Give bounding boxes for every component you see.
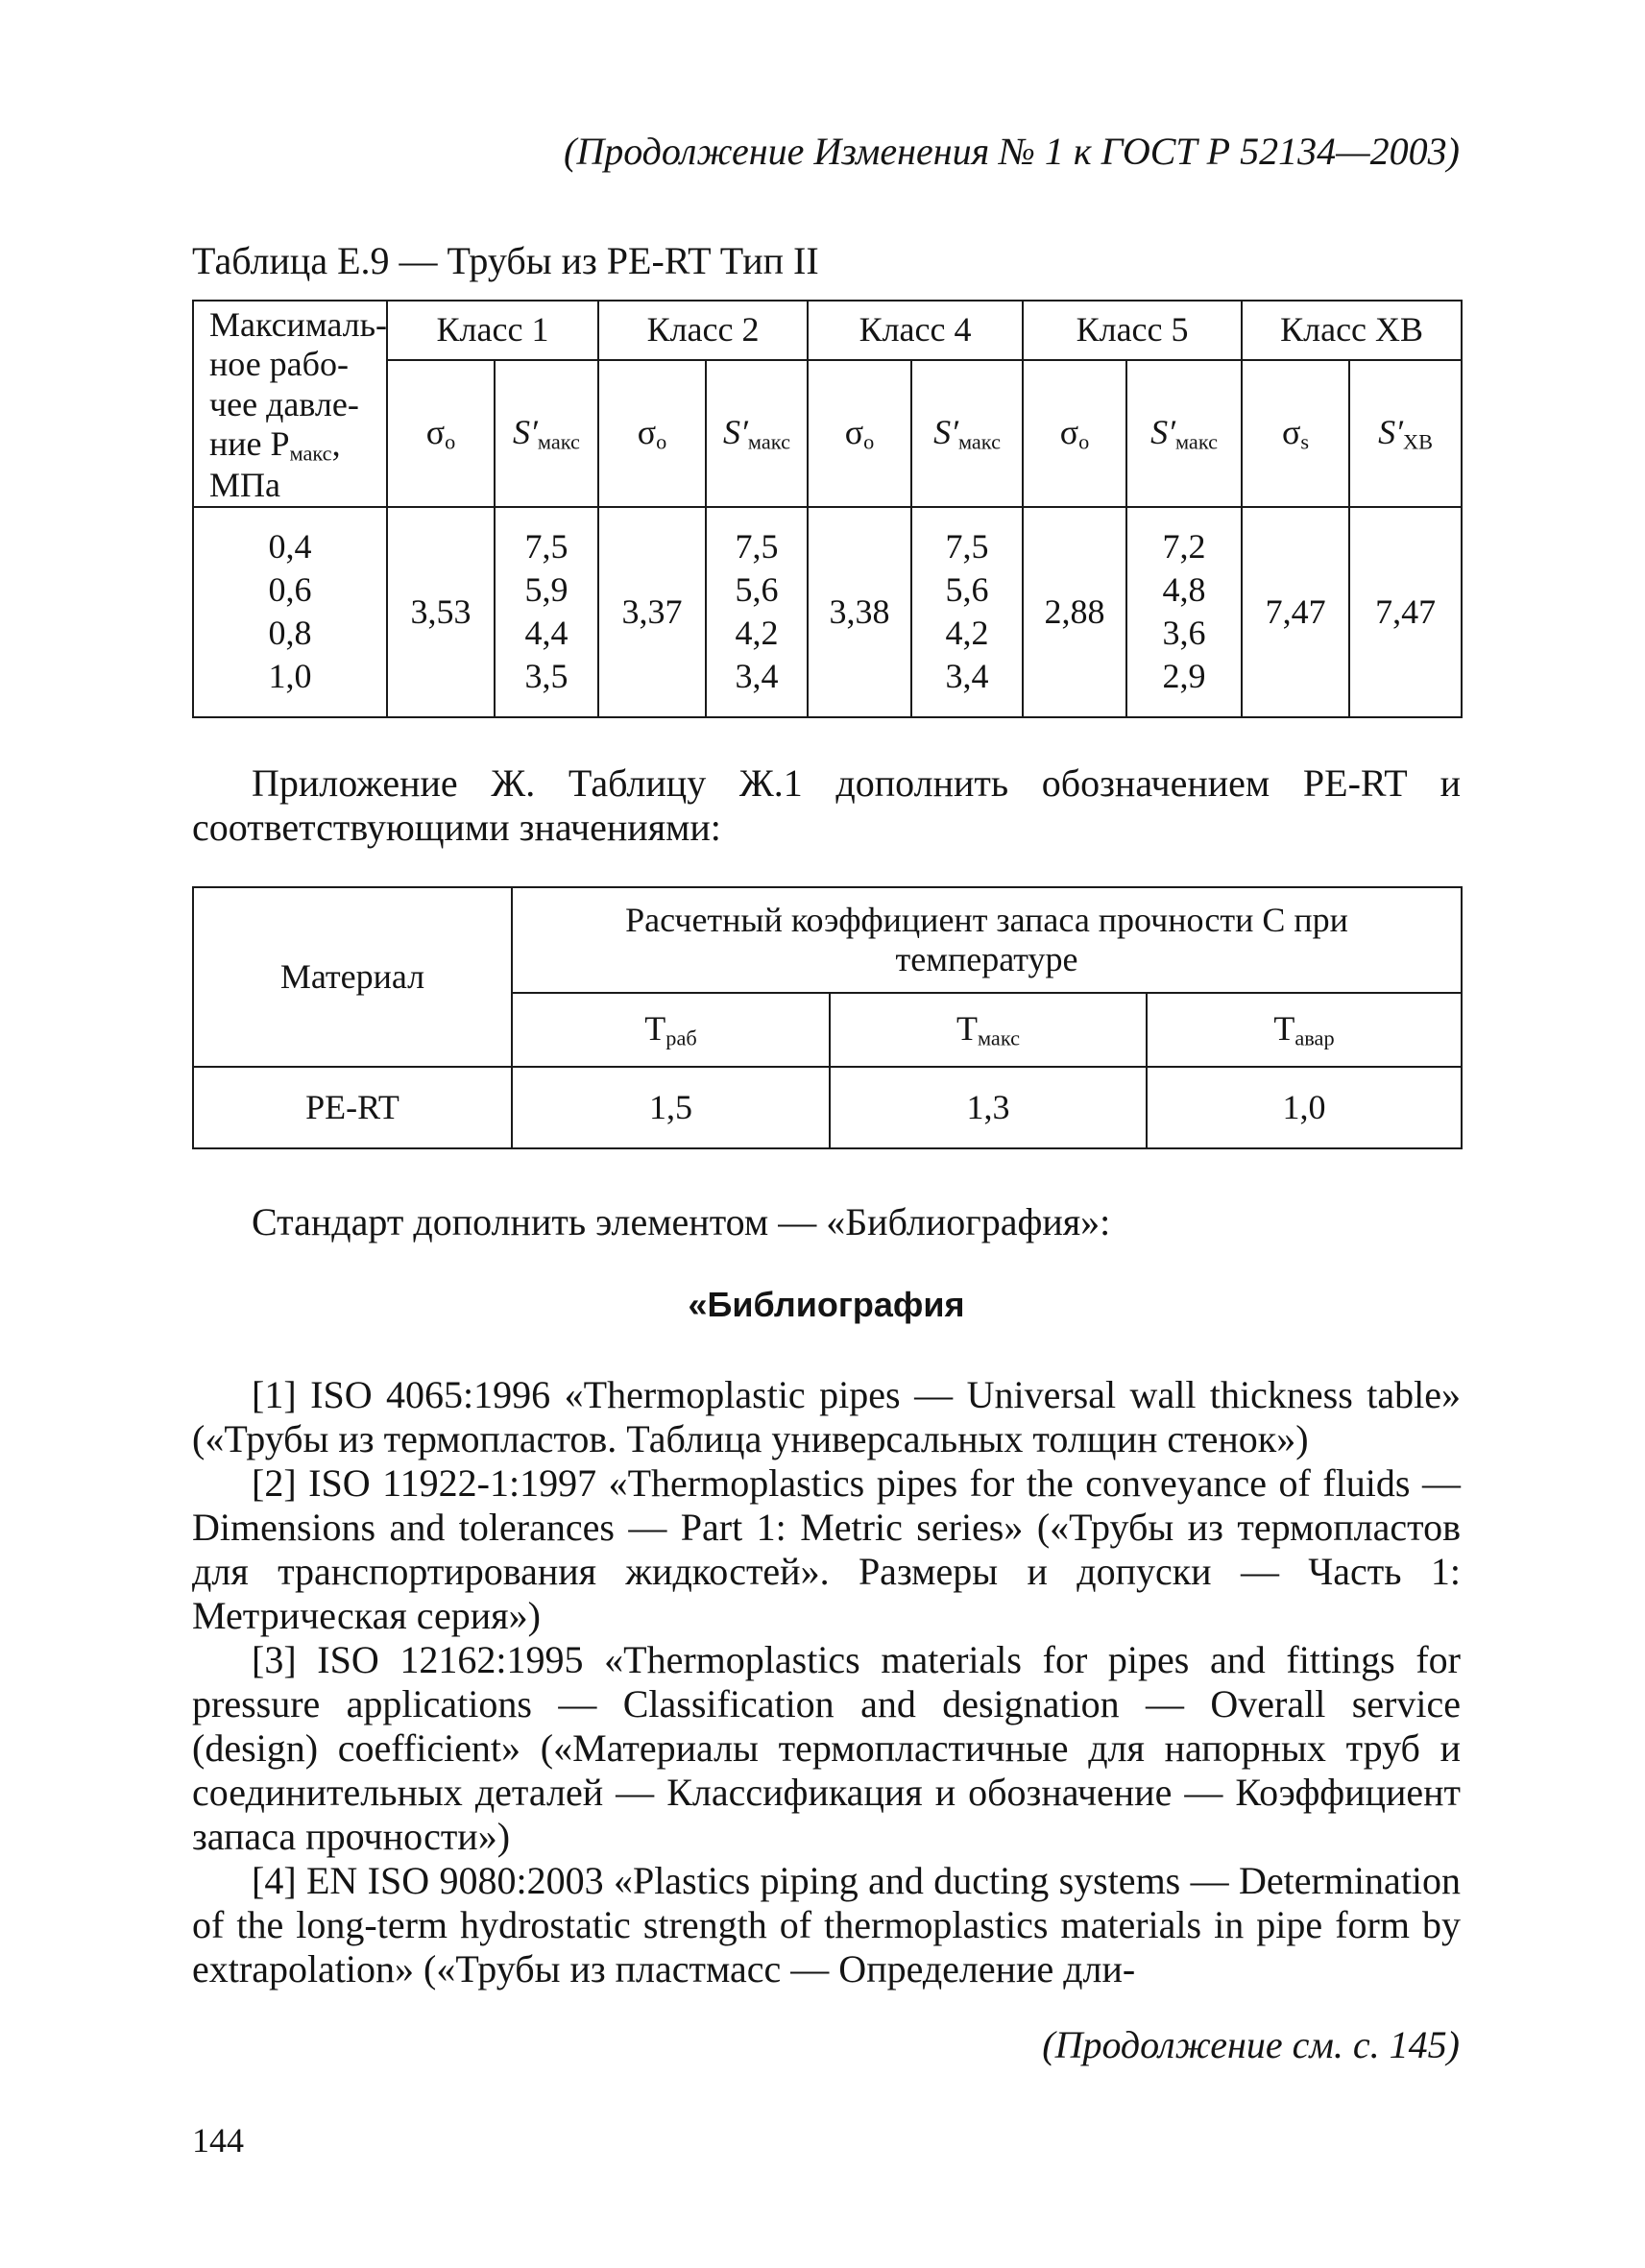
bibliography-list	[192, 1373, 1461, 1991]
s-max-header: $S'_{макс}$	[911, 360, 1023, 507]
s-max-header: $S'_{макс}$	[1126, 360, 1242, 507]
table-e9	[192, 300, 1463, 718]
bibliography-item: [2] ISO 11922-1:1997 «Thermoplastics pipes for the conveyance of fluids — Dimensions and tolerances — Part 1: Metric series» («Трубы из термопластов для транспортирования жидкостей». Размеры и допуски — Часть 1: Метрическая серия»)	[192, 1461, 1461, 1637]
bibliography-item: [4] EN ISO 9080:2003 «Plastics piping and ducting systems — Determination of the long-term hydrostatic strength of thermoplastics materials in pipe form by extrapolation» («Трубы из пластмасс — Определение дли-	[192, 1859, 1461, 1991]
sigma-value: 3,37	[598, 507, 706, 717]
sigma-o-header: $\sigma_o$	[598, 360, 706, 507]
class-1-header: Класс 1	[387, 301, 598, 360]
running-header: (Продолжение Изменения № 1 к ГОСТ Р 52134—2003)	[564, 130, 1460, 173]
bibliography-title: «Библиография	[688, 1285, 965, 1324]
s-max-header: $S'_{макс}$	[495, 360, 598, 507]
sigma-o-header: $\sigma_o$	[808, 360, 911, 507]
sigma-value: 7,47	[1242, 507, 1349, 717]
s-xb-value: 7,47	[1349, 507, 1462, 717]
bibliography-item: [1] ISO 4065:1996 «Thermoplastic pipes — Universal wall thickness table» («Трубы из термопластов. Таблица универсальных толщин стенок»)	[192, 1373, 1461, 1460]
value-cell: 1,5	[512, 1067, 830, 1148]
material-header: Материал	[193, 887, 512, 1067]
s-values: 7,2 4,8 3,6 2,9	[1126, 507, 1242, 717]
sigma-value: 3,38	[808, 507, 911, 717]
pressure-values: 0,4 0,6 0,8 1,0	[193, 507, 387, 717]
t-work-header: $T_{раб}$	[512, 993, 830, 1067]
page-number: 144	[192, 2121, 244, 2159]
class-4-header: Класс 4	[808, 301, 1023, 360]
s-max-header: $S'_{макс}$	[706, 360, 808, 507]
t-emergency-header: $T_{авар}$	[1147, 993, 1462, 1067]
pressure-header: Максималь- ное рабо- чее давле- ние $P_{макс}$, МПа	[193, 301, 387, 507]
sigma-value: 3,53	[387, 507, 495, 717]
coefficient-header: Расчетный коэффициент запаса прочности С при температуре	[512, 887, 1462, 993]
table-zh1-addition	[192, 886, 1463, 1149]
t-max-header: $T_{макс}$	[830, 993, 1147, 1067]
bibliography-item: [3] ISO 12162:1995 «Thermoplastics materials for pipes and fittings for pressure applications — Classification and designation — Overall service (design) coefficient» («Материалы термопластичные для напорных труб и соединительных деталей — Классификация и обозначение — Коэффициент запаса прочности»)	[192, 1638, 1461, 1858]
sigma-value: 2,88	[1023, 507, 1126, 717]
appendix-paragraph: Приложение Ж. Таблицу Ж.1 дополнить обозначением PE-RT и соответствующими значениями:	[192, 761, 1461, 849]
s-values: 7,5 5,9 4,4 3,5	[495, 507, 598, 717]
s-xb-header: $S'_{XB}$	[1349, 360, 1462, 507]
sigma-o-header: $\sigma_o$	[387, 360, 495, 507]
material-cell: PE-RT	[193, 1067, 512, 1148]
class-xb-header: Класс XB	[1242, 301, 1462, 360]
value-cell: 1,3	[830, 1067, 1147, 1148]
standard-paragraph: Стандарт дополнить элементом — «Библиография»:	[252, 1200, 1111, 1243]
value-cell: 1,0	[1147, 1067, 1462, 1148]
class-2-header: Класс 2	[598, 301, 808, 360]
sigma-s-header: $\sigma_s$	[1242, 360, 1349, 507]
table-e9-caption: Таблица Е.9 — Трубы из PE-RT Тип II	[192, 239, 819, 282]
continuation-note: (Продолжение см. с. 145)	[1042, 2023, 1460, 2066]
s-values: 7,5 5,6 4,2 3,4	[911, 507, 1023, 717]
sigma-o-header: $\sigma_o$	[1023, 360, 1126, 507]
s-values: 7,5 5,6 4,2 3,4	[706, 507, 808, 717]
class-5-header: Класс 5	[1023, 301, 1242, 360]
